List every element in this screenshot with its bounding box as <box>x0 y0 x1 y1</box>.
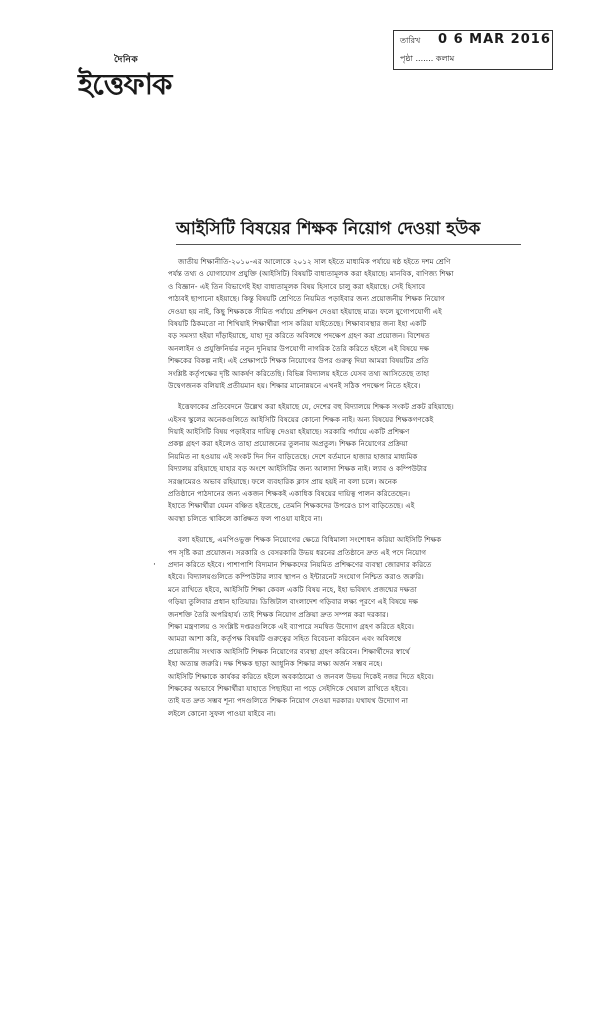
article-line: গড়িয়া তুলিবার প্রধান হাতিয়ার। ডিজিটাল বাংলাদেশ গড়িবার লক্ষ্য পূরণে এই বিষয়ে দক্ষ <box>168 597 419 607</box>
article-line: ইহাতে শিক্ষার্থীরা যেমন বঞ্চিত হইতেছে, তেমনি শিক্ষকদের উপরেও চাপ বাড়িতেছে। এই <box>168 501 415 511</box>
article-line: সরঞ্জামেরও অভাব রহিয়াছে। ফলে ব্যবহারিক ক্লাস প্রায় হয়ই না বলা চলে। অনেক <box>168 476 398 486</box>
article-line: উদ্বেগজনক বলিয়াই প্রতীয়মান হয়। শিক্ষার মানোন্নয়নে এখনই সঠিক পদক্ষেপ নিতে হইবে। <box>168 380 421 390</box>
date-stamp <box>393 30 553 70</box>
article-line: বড় সমস্যা হইয়া দাঁড়াইয়াছে, যাহা দূর করিতে অবিলম্বে পদক্ষেপ গ্রহণ করা প্রয়োজন। বিশেষত <box>168 331 430 341</box>
article-line: শিক্ষকের বিকল্প নাই। এই প্রেক্ষাপটে শিক্ষক নিয়োগের উপর গুরুত্ব দিয়া আমরা বিষয়টির প্রতি <box>168 356 429 366</box>
article-line: মনে রাখিতে হইবে, আইসিটি শিক্ষা কেবল একটি বিষয় নহে, ইহা ভবিষ্যৎ প্রজন্মের দক্ষতা <box>168 584 417 594</box>
article-line: প্রকল্প গ্রহণ করা হইলেও তাহা প্রয়োজনের তুলনায় অপ্রতুল। শিক্ষক নিয়োগের প্রক্রিয়া <box>168 439 408 449</box>
article-line: এইসব স্কুলের অনেকগুলিতে আইসিটি বিষয়ের কোনো শিক্ষক নাই। অন্য বিষয়ের শিক্ষকগণকেই <box>168 414 434 424</box>
article-line: আইসিটি শিক্ষাকে কার্যকর করিতে হইলে অবকাঠামো ও জনবল উভয় দিকেই নজর দিতে হইবে। <box>168 671 434 681</box>
stamp-label: তারিখ <box>400 36 421 45</box>
article-line: শিক্ষকের অভাবে শিক্ষার্থীরা যাহাতে পিছাইয়া না পড়ে সেইদিকে খেয়াল রাখিতে হইবে। <box>168 683 408 693</box>
article-paragraph <box>168 534 538 720</box>
article-line: অনলাইন ও প্রযুক্তিনির্ভর নতুন দুনিয়ার উপযোগী নাগরিক তৈরি করিতে হইলে এই বিষয়ে দক্ষ <box>168 343 430 353</box>
article-line: বলা হইয়াছে, এমপিওভুক্ত শিক্ষক নিয়োগের ক্ষেত্রে বিধিমালা সংশোধন করিয়া আইসিটি শিক্ষক <box>178 535 442 545</box>
article-line: শিক্ষা মন্ত্রণালয় ও সংশ্লিষ্ট দপ্তরগুলিকে এই ব্যাপারে সমন্বিত উদ্যোগ গ্রহণ করিতে হইবে। <box>168 621 414 631</box>
article-line: অবস্থা চলিতে থাকিলে কাঙ্ক্ষিত ফল পাওয়া যাইবে না। <box>168 513 323 523</box>
article-body <box>168 256 538 729</box>
masthead-small-text: দৈনিক <box>114 55 139 65</box>
margin-mark: · <box>153 560 156 570</box>
article-line: বিদ্যালয় রহিয়াছে যাহার বড় অংশে আইসিটির জন্য আলাদা শিক্ষক নাই। ল্যাব ও কম্পিউটার <box>168 464 427 474</box>
article-line: প্রতিষ্ঠানে পাঠদানের জন্য একজন শিক্ষকই একাধিক বিষয়ের দায়িত্ব পালন করিতেছেন। <box>168 489 411 499</box>
article-line: তাই যত দ্রুত সম্ভব শূন্য পদগুলিতে শিক্ষক নিয়োগ দেওয়া দরকার। যথাযথ উদ্যোগ না <box>168 696 408 706</box>
article-line: হইবে। বিদ্যালয়গুলিতে কম্পিউটার ল্যাব স্থাপন ও ইন্টারনেট সংযোগ নিশ্চিত করাও জরুরি। <box>168 572 424 582</box>
article-line: প্রদান করিতে হইবে। পাশাপাশি বিদ্যমান শিক্ষকদের নিয়মিত প্রশিক্ষণের ব্যবস্থা জোরদার করিতে <box>168 559 432 569</box>
article-line: পাঠ্যবই ছাপানো হইয়াছে। কিন্তু বিষয়টি শ্রেণিতে নিয়মিত পড়াইবার জন্য প্রয়োজনীয় শিক্ষক নিয়োগ <box>168 294 445 304</box>
article-line: দিয়াই আইসিটি বিষয় পড়াইবার দায়িত্ব দেওয়া হইয়াছে। সরকারি পর্যায়ে একটি প্রশিক্ষণ <box>168 427 410 437</box>
article-line: প্রয়োজনীয় সংখ্যক আইসিটি শিক্ষক নিয়োগের ব্যবস্থা গ্রহণ করিবেন। শিক্ষার্থীদের স্বার্থে <box>168 646 410 656</box>
article-headline: আইসিটি বিষয়ের শিক্ষক নিয়োগ দেওয়া হউক <box>176 219 481 239</box>
article-line: সংশ্লিষ্ট কর্তৃপক্ষের দৃষ্টি আকর্ষণ করিতেছি। বিভিন্ন বিদ্যালয় হইতে যেসব তথ্য আসিতেছে তাহা <box>168 368 430 378</box>
masthead-title: ইত্তেফাক <box>78 67 172 101</box>
article-line: ও বিজ্ঞান- এই তিন বিভাগেই ইহা বাধ্যতামূলক বিষয় হিসাবে চালু করা হইয়াছে। সেই হিসাবে <box>168 281 426 291</box>
article-line: জনশক্তি তৈরি অপরিহার্য। তাই শিক্ষক নিয়োগ প্রক্রিয়া দ্রুত সম্পন্ন করা দরকার। <box>168 609 389 619</box>
headline-underline <box>176 244 521 245</box>
article-line: পর্যন্ত তথ্য ও যোগাযোগ প্রযুক্তি (আইসিটি) বিষয়টি বাধ্যতামূলক করা হইয়াছে। মানবিক, বাণিজ্য শিক্ষা <box>168 269 454 279</box>
stamp-date: 0 6 MAR 2016 <box>438 32 551 47</box>
article-line: জাতীয় শিক্ষানীতি-২০১০-এর আলোকে ২০১২ সাল হইতে মাধ্যমিক পর্যায়ে ষষ্ঠ হইতে দশম শ্রেণি <box>178 257 451 266</box>
article-line: নিয়মিত না হওয়ায় এই সংকট দিন দিন বাড়িতেছে। দেশে বর্তমানে হাজার হাজার মাধ্যমিক <box>168 451 418 461</box>
article-line: লইলে কোনো সুফল পাওয়া যাইবে না। <box>168 708 276 718</box>
article-line: ইহা অত্যন্ত জরুরি। দক্ষ শিক্ষক ছাড়া আধুনিক শিক্ষার লক্ষ্য অর্জন সম্ভব নহে। <box>168 659 383 669</box>
article-line: পদ সৃষ্টি করা প্রয়োজন। সরকারি ও বেসরকারি উভয় ধরনের প্রতিষ্ঠানে দ্রুত এই পদে নিয়োগ <box>168 547 427 557</box>
article-line: আমরা আশা করি, কর্তৃপক্ষ বিষয়টি গুরুত্বের সহিত বিবেচনা করিবেন এবং অবিলম্বে <box>168 634 402 644</box>
article-paragraph <box>168 401 538 525</box>
article-line: ইত্তেফাকের প্রতিবেদনে উল্লেখ করা হইয়াছে যে, দেশের বহু বিদ্যালয়ে শিক্ষক সংকট প্রকট রহিয়াছে। <box>178 402 454 412</box>
article-line: বিষয়টি ঠিকমতো না শিখিয়াই শিক্ষার্থীরা পাস করিয়া যাইতেছে। শিক্ষাব্যবস্থার জন্য ইহা একটি <box>168 318 427 328</box>
stamp-page-column: পৃষ্ঠা ....... কলাম <box>400 54 455 63</box>
article-paragraph <box>168 256 538 392</box>
article-line: দেওয়া হয় নাই, কিছু শিক্ষককে সীমিত পর্যায়ে প্রশিক্ষণ দেওয়া হইয়াছে মাত্র। ফলে যুগোপযোগী এই <box>168 306 442 316</box>
